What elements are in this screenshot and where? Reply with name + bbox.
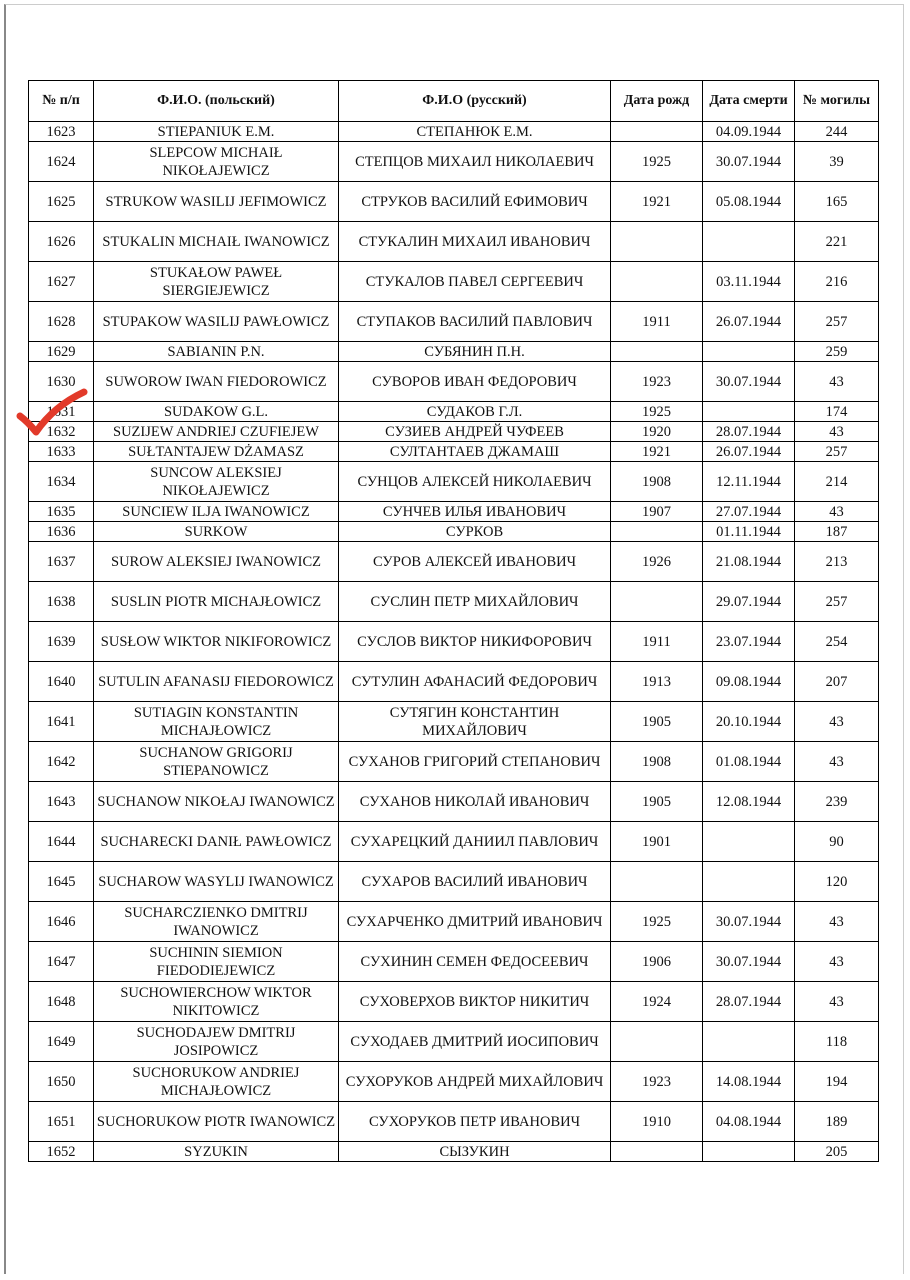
cell-name-polish: STUPAKOW WASILIJ PAWŁOWICZ xyxy=(94,302,339,342)
cell-name-polish: STUKALIN MICHAIŁ IWANOWICZ xyxy=(94,222,339,262)
cell-row-number: 1642 xyxy=(29,742,94,782)
cell-grave-number: 257 xyxy=(795,582,879,622)
cell-name-russian: СУХОДАЕВ ДМИТРИЙ ИОСИПОВИЧ xyxy=(339,1022,611,1062)
cell-death-date: 30.07.1944 xyxy=(703,902,795,942)
cell-row-number: 1625 xyxy=(29,182,94,222)
cell-row-number: 1639 xyxy=(29,622,94,662)
burial-register-table xyxy=(28,80,879,1162)
cell-name-polish: STIEPANIUK E.M. xyxy=(94,122,339,142)
cell-birth-date xyxy=(611,222,703,262)
cell-grave-number: 43 xyxy=(795,702,879,742)
cell-birth-date xyxy=(611,862,703,902)
cell-name-polish: SUCHANOW GRIGORIJ STIEPANOWICZ xyxy=(94,742,339,782)
cell-name-polish: SUSLIN PIOTR MICHAJŁOWICZ xyxy=(94,582,339,622)
cell-grave-number: 165 xyxy=(795,182,879,222)
table-row xyxy=(29,422,879,442)
table-row xyxy=(29,1102,879,1142)
cell-name-russian: СТУКАЛОВ ПАВЕЛ СЕРГЕЕВИЧ xyxy=(339,262,611,302)
cell-grave-number: 43 xyxy=(795,422,879,442)
cell-birth-date: 1921 xyxy=(611,182,703,222)
cell-death-date: 26.07.1944 xyxy=(703,442,795,462)
cell-name-polish: SYZUKIN xyxy=(94,1142,339,1162)
table-row xyxy=(29,902,879,942)
cell-grave-number: 189 xyxy=(795,1102,879,1142)
cell-death-date: 28.07.1944 xyxy=(703,422,795,442)
cell-row-number: 1626 xyxy=(29,222,94,262)
cell-death-date: 01.08.1944 xyxy=(703,742,795,782)
cell-grave-number: 174 xyxy=(795,402,879,422)
cell-birth-date: 1905 xyxy=(611,782,703,822)
cell-name-polish: SUNCOW ALEKSIEJ NIKOŁAJEWICZ xyxy=(94,462,339,502)
cell-row-number: 1635 xyxy=(29,502,94,522)
cell-grave-number: 120 xyxy=(795,862,879,902)
cell-name-polish: SUCHARCZIENKO DMITRIJ IWANOWICZ xyxy=(94,902,339,942)
table-header-row xyxy=(29,81,879,122)
table-row xyxy=(29,362,879,402)
cell-name-russian: СУХАРОВ ВАСИЛИЙ ИВАНОВИЧ xyxy=(339,862,611,902)
table-row xyxy=(29,942,879,982)
table-row xyxy=(29,302,879,342)
cell-death-date: 28.07.1944 xyxy=(703,982,795,1022)
cell-grave-number: 118 xyxy=(795,1022,879,1062)
cell-birth-date xyxy=(611,122,703,142)
cell-death-date: 12.08.1944 xyxy=(703,782,795,822)
table-row xyxy=(29,742,879,782)
table-row xyxy=(29,982,879,1022)
cell-birth-date xyxy=(611,582,703,622)
cell-name-polish: SUWOROW IWAN FIEDOROWICZ xyxy=(94,362,339,402)
cell-grave-number: 187 xyxy=(795,522,879,542)
cell-name-russian: СТУКАЛИН МИХАИЛ ИВАНОВИЧ xyxy=(339,222,611,262)
cell-row-number: 1636 xyxy=(29,522,94,542)
cell-name-russian: СТУПАКОВ ВАСИЛИЙ ПАВЛОВИЧ xyxy=(339,302,611,342)
cell-death-date xyxy=(703,342,795,362)
col-header-name-russian: Ф.И.О (русский) xyxy=(339,81,611,122)
cell-birth-date xyxy=(611,522,703,542)
cell-birth-date: 1908 xyxy=(611,742,703,782)
cell-grave-number: 43 xyxy=(795,902,879,942)
table-row xyxy=(29,442,879,462)
cell-grave-number: 216 xyxy=(795,262,879,302)
table-row xyxy=(29,622,879,662)
cell-birth-date: 1925 xyxy=(611,142,703,182)
cell-row-number: 1629 xyxy=(29,342,94,362)
table-row xyxy=(29,222,879,262)
cell-name-russian: СТРУКОВ ВАСИЛИЙ ЕФИМОВИЧ xyxy=(339,182,611,222)
cell-name-polish: SUSŁOW WIKTOR NIKIFOROWICZ xyxy=(94,622,339,662)
cell-name-polish: STRUKOW WASILIJ JEFIMOWICZ xyxy=(94,182,339,222)
cell-row-number: 1623 xyxy=(29,122,94,142)
cell-row-number: 1651 xyxy=(29,1102,94,1142)
cell-name-polish: SUŁTANTAJEW DŻAMASZ xyxy=(94,442,339,462)
cell-row-number: 1637 xyxy=(29,542,94,582)
cell-name-polish: SUCHODAJEW DMITRIJ JOSIPOWICZ xyxy=(94,1022,339,1062)
cell-name-russian: СУРКОВ xyxy=(339,522,611,542)
cell-name-polish: SUCHANOW NIKOŁAJ IWANOWICZ xyxy=(94,782,339,822)
cell-row-number: 1631 xyxy=(29,402,94,422)
cell-row-number: 1632 xyxy=(29,422,94,442)
cell-name-polish: SUDAKOW G.L. xyxy=(94,402,339,422)
cell-death-date: 20.10.1944 xyxy=(703,702,795,742)
cell-birth-date: 1923 xyxy=(611,362,703,402)
cell-row-number: 1646 xyxy=(29,902,94,942)
table-row xyxy=(29,782,879,822)
table-row xyxy=(29,822,879,862)
cell-name-polish: SUROW ALEKSIEJ IWANOWICZ xyxy=(94,542,339,582)
cell-name-russian: СУТЯГИН КОНСТАНТИН МИХАЙЛОВИЧ xyxy=(339,702,611,742)
table-row xyxy=(29,702,879,742)
cell-name-russian: СУХАНОВ НИКОЛАЙ ИВАНОВИЧ xyxy=(339,782,611,822)
cell-name-polish: SUCHAROW WASYLIJ IWANOWICZ xyxy=(94,862,339,902)
cell-grave-number: 43 xyxy=(795,942,879,982)
cell-row-number: 1634 xyxy=(29,462,94,502)
cell-name-russian: СТЕПАНЮК Е.М. xyxy=(339,122,611,142)
cell-grave-number: 43 xyxy=(795,742,879,782)
cell-name-russian: СУХИНИН СЕМЕН ФЕДОСЕЕВИЧ xyxy=(339,942,611,982)
table-row xyxy=(29,142,879,182)
cell-row-number: 1643 xyxy=(29,782,94,822)
cell-birth-date: 1925 xyxy=(611,902,703,942)
cell-name-polish: SUNCIEW ILJA IWANOWICZ xyxy=(94,502,339,522)
cell-row-number: 1652 xyxy=(29,1142,94,1162)
cell-death-date: 30.07.1944 xyxy=(703,942,795,982)
cell-row-number: 1640 xyxy=(29,662,94,702)
cell-death-date: 04.09.1944 xyxy=(703,122,795,142)
cell-name-russian: СУХОВЕРХОВ ВИКТОР НИКИТИЧ xyxy=(339,982,611,1022)
cell-name-russian: СУЗИЕВ АНДРЕЙ ЧУФЕЕВ xyxy=(339,422,611,442)
cell-name-russian: СУХАНОВ ГРИГОРИЙ СТЕПАНОВИЧ xyxy=(339,742,611,782)
cell-name-polish: SUCHORUKOW ANDRIEJ MICHAJŁOWICZ xyxy=(94,1062,339,1102)
cell-name-russian: СУБЯНИН П.Н. xyxy=(339,342,611,362)
cell-birth-date: 1924 xyxy=(611,982,703,1022)
cell-birth-date: 1925 xyxy=(611,402,703,422)
table-row xyxy=(29,402,879,422)
cell-name-polish: SLEPCOW MICHAIŁ NIKOŁAJEWICZ xyxy=(94,142,339,182)
cell-birth-date: 1907 xyxy=(611,502,703,522)
cell-name-polish: SURKOW xyxy=(94,522,339,542)
cell-death-date xyxy=(703,862,795,902)
table-row xyxy=(29,862,879,902)
cell-grave-number: 259 xyxy=(795,342,879,362)
cell-name-polish: STUKAŁOW PAWEŁ SIERGIEJEWICZ xyxy=(94,262,339,302)
cell-name-polish: SUCHORUKOW PIOTR IWANOWICZ xyxy=(94,1102,339,1142)
cell-name-russian: СУХОРУКОВ ПЕТР ИВАНОВИЧ xyxy=(339,1102,611,1142)
table-row xyxy=(29,262,879,302)
cell-death-date: 09.08.1944 xyxy=(703,662,795,702)
cell-birth-date: 1913 xyxy=(611,662,703,702)
table-row xyxy=(29,182,879,222)
table-row xyxy=(29,462,879,502)
cell-birth-date: 1920 xyxy=(611,422,703,442)
cell-name-russian: СУВОРОВ ИВАН ФЕДОРОВИЧ xyxy=(339,362,611,402)
cell-row-number: 1627 xyxy=(29,262,94,302)
cell-name-polish: SUCHOWIERCHOW WIKTOR NIKITOWICZ xyxy=(94,982,339,1022)
cell-grave-number: 221 xyxy=(795,222,879,262)
cell-birth-date: 1911 xyxy=(611,622,703,662)
table-row xyxy=(29,502,879,522)
cell-grave-number: 207 xyxy=(795,662,879,702)
cell-death-date: 01.11.1944 xyxy=(703,522,795,542)
cell-birth-date: 1908 xyxy=(611,462,703,502)
cell-name-polish: SUZIJEW ANDRIEJ CZUFIEJEW xyxy=(94,422,339,442)
cell-death-date: 30.07.1944 xyxy=(703,362,795,402)
cell-name-russian: СУДАКОВ Г.Л. xyxy=(339,402,611,422)
cell-grave-number: 254 xyxy=(795,622,879,662)
cell-death-date: 26.07.1944 xyxy=(703,302,795,342)
cell-row-number: 1628 xyxy=(29,302,94,342)
cell-birth-date xyxy=(611,262,703,302)
cell-name-russian: СУСЛИН ПЕТР МИХАЙЛОВИЧ xyxy=(339,582,611,622)
cell-death-date xyxy=(703,222,795,262)
cell-grave-number: 43 xyxy=(795,502,879,522)
cell-row-number: 1630 xyxy=(29,362,94,402)
cell-row-number: 1638 xyxy=(29,582,94,622)
cell-grave-number: 43 xyxy=(795,362,879,402)
cell-death-date xyxy=(703,822,795,862)
cell-name-polish: SUTIAGIN KONSTANTIN MICHAJŁOWICZ xyxy=(94,702,339,742)
cell-name-russian: СУРОВ АЛЕКСЕЙ ИВАНОВИЧ xyxy=(339,542,611,582)
cell-birth-date xyxy=(611,1142,703,1162)
table-row xyxy=(29,662,879,702)
cell-birth-date xyxy=(611,342,703,362)
col-header-grave-number: № могилы xyxy=(795,81,879,122)
cell-death-date: 03.11.1944 xyxy=(703,262,795,302)
cell-name-polish: SUCHININ SIEMION FIEDODIEJEWICZ xyxy=(94,942,339,982)
table-row xyxy=(29,1022,879,1062)
cell-row-number: 1648 xyxy=(29,982,94,1022)
cell-name-russian: СУХАРЕЦКИЙ ДАНИИЛ ПАВЛОВИЧ xyxy=(339,822,611,862)
cell-row-number: 1641 xyxy=(29,702,94,742)
cell-death-date xyxy=(703,1142,795,1162)
col-header-name-polish: Ф.И.О. (польский) xyxy=(94,81,339,122)
cell-name-russian: СУХОРУКОВ АНДРЕЙ МИХАЙЛОВИЧ xyxy=(339,1062,611,1102)
cell-name-polish: SABIANIN P.N. xyxy=(94,342,339,362)
table-row xyxy=(29,122,879,142)
table-row xyxy=(29,522,879,542)
cell-row-number: 1650 xyxy=(29,1062,94,1102)
cell-birth-date: 1911 xyxy=(611,302,703,342)
cell-grave-number: 205 xyxy=(795,1142,879,1162)
cell-grave-number: 194 xyxy=(795,1062,879,1102)
cell-grave-number: 214 xyxy=(795,462,879,502)
cell-death-date: 30.07.1944 xyxy=(703,142,795,182)
cell-death-date xyxy=(703,402,795,422)
cell-grave-number: 244 xyxy=(795,122,879,142)
cell-death-date: 04.08.1944 xyxy=(703,1102,795,1142)
cell-grave-number: 257 xyxy=(795,442,879,462)
cell-grave-number: 213 xyxy=(795,542,879,582)
cell-birth-date: 1901 xyxy=(611,822,703,862)
cell-row-number: 1624 xyxy=(29,142,94,182)
cell-row-number: 1633 xyxy=(29,442,94,462)
red-check-mark-icon xyxy=(14,388,94,448)
cell-birth-date: 1906 xyxy=(611,942,703,982)
cell-name-russian: СУХАРЧЕНКО ДМИТРИЙ ИВАНОВИЧ xyxy=(339,902,611,942)
cell-birth-date: 1910 xyxy=(611,1102,703,1142)
cell-name-russian: СУСЛОВ ВИКТОР НИКИФОРОВИЧ xyxy=(339,622,611,662)
cell-death-date: 05.08.1944 xyxy=(703,182,795,222)
cell-name-russian: СУНЦОВ АЛЕКСЕЙ НИКОЛАЕВИЧ xyxy=(339,462,611,502)
cell-death-date xyxy=(703,1022,795,1062)
cell-name-polish: SUTULIN AFANASIJ FIEDOROWICZ xyxy=(94,662,339,702)
cell-death-date: 12.11.1944 xyxy=(703,462,795,502)
col-header-birth-date: Дата рожд xyxy=(611,81,703,122)
cell-name-polish: SUCHARECKI DANIŁ PAWŁOWICZ xyxy=(94,822,339,862)
cell-grave-number: 257 xyxy=(795,302,879,342)
cell-name-russian: СУТУЛИН АФАНАСИЙ ФЕДОРОВИЧ xyxy=(339,662,611,702)
cell-death-date: 29.07.1944 xyxy=(703,582,795,622)
table-row xyxy=(29,542,879,582)
cell-grave-number: 239 xyxy=(795,782,879,822)
cell-birth-date: 1923 xyxy=(611,1062,703,1102)
table-row xyxy=(29,342,879,362)
cell-row-number: 1644 xyxy=(29,822,94,862)
cell-death-date: 21.08.1944 xyxy=(703,542,795,582)
table-row xyxy=(29,582,879,622)
cell-name-russian: СУНЧЕВ ИЛЬЯ ИВАНОВИЧ xyxy=(339,502,611,522)
cell-death-date: 14.08.1944 xyxy=(703,1062,795,1102)
cell-birth-date: 1921 xyxy=(611,442,703,462)
cell-row-number: 1647 xyxy=(29,942,94,982)
cell-grave-number: 39 xyxy=(795,142,879,182)
cell-name-russian: СУЛТАНТАЕВ ДЖАМАШ xyxy=(339,442,611,462)
cell-birth-date xyxy=(611,1022,703,1062)
col-header-number: № п/п xyxy=(29,81,94,122)
cell-row-number: 1645 xyxy=(29,862,94,902)
cell-name-russian: СТЕПЦОВ МИХАИЛ НИКОЛАЕВИЧ xyxy=(339,142,611,182)
cell-birth-date: 1905 xyxy=(611,702,703,742)
cell-birth-date: 1926 xyxy=(611,542,703,582)
table-row xyxy=(29,1142,879,1162)
table-row xyxy=(29,1062,879,1102)
cell-grave-number: 90 xyxy=(795,822,879,862)
col-header-death-date: Дата смерти xyxy=(703,81,795,122)
cell-grave-number: 43 xyxy=(795,982,879,1022)
cell-death-date: 27.07.1944 xyxy=(703,502,795,522)
cell-name-russian: СЫЗУКИН xyxy=(339,1142,611,1162)
cell-row-number: 1649 xyxy=(29,1022,94,1062)
table-body xyxy=(29,122,879,1162)
cell-death-date: 23.07.1944 xyxy=(703,622,795,662)
